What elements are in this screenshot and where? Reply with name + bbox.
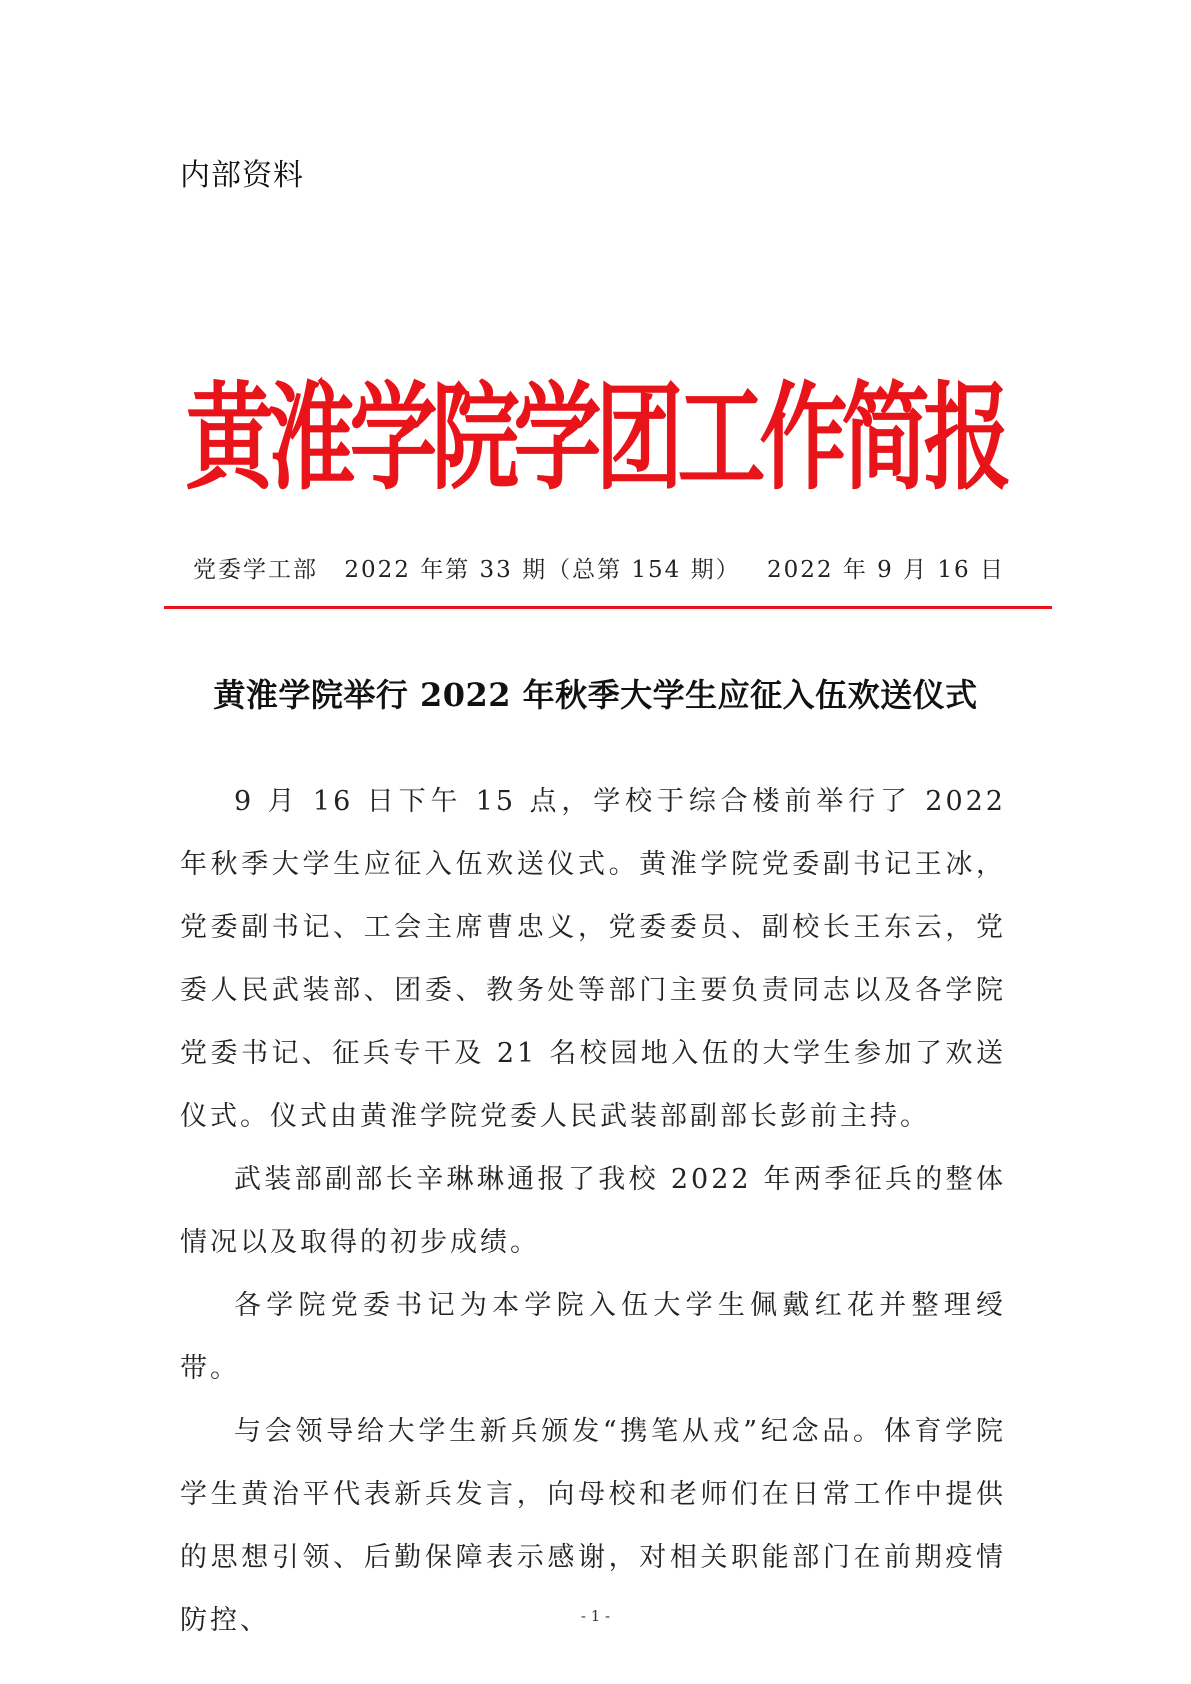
article-paragraph: 武装部副部长辛琳琳通报了我校 2022 年两季征兵的整体情况以及取得的初步成绩。 [180,1164,1006,1258]
article-paragraph: 与会领导给大学生新兵颁发“携笔从戎”纪念品。体育学院学生黄治平代表新兵发言，向母校和老师们在日常工作中提供的思想引领、后勤保障表示感谢，对相关职能部门在前期疫情防控、 [180,1416,1006,1636]
article-paragraph: 各学院党委书记为本学院入伍大学生佩戴红花并整理绶带。 [180,1290,1006,1384]
classification-label: 内部资料 [180,158,304,193]
article-title: 黄淮学院举行 2022 年秋季大学生应征入伍欢送仪式 [213,676,978,714]
article-paragraph: 9 月 16 日下午 15 点，学校于综合楼前举行了 2022 年秋季大学生应征入伍欢送仪式。黄淮学院党委副书记王冰，党委副书记、工会主席曹忠义，党委委员、副校长王东云，党委人民武装部、团委、教务处等部门主要负责同志以及各学院党委书记、征兵专干及 21 名校园地入伍的大学生参加了欢送仪式。仪式由黄淮学院党委人民武装部副部长彭前主持。 [180,786,1006,1132]
masthead-title: 黄淮学院学团工作简报 [185,368,1006,506]
article-body [180,770,1006,1652]
issue-date: 2022 年 9 月 16 日 [766,557,1005,583]
page-number: - 1 - [580,1607,611,1625]
issue-number: 2022 年第 33 期（总第 154 期） [344,557,741,583]
issue-info-line [193,551,1005,584]
red-divider-rule [164,606,1052,609]
issuing-department: 党委学工部 [193,557,318,583]
